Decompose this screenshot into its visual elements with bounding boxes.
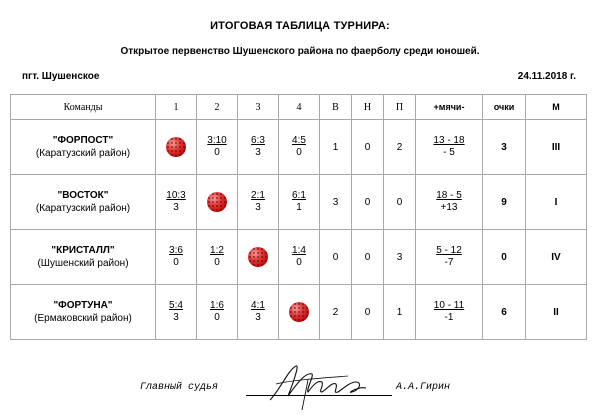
results-table [10,94,587,340]
match-score-goals: 1:4 [292,244,306,256]
match-score-points: 3 [255,311,261,323]
match-score-goals: 6:3 [251,134,265,146]
match-score-points: 3 [255,201,261,213]
ball-icon [248,247,268,267]
goals-scored-conceded: 18 - 5 [436,189,462,201]
table-row [11,230,587,285]
team-cell [11,230,156,285]
match-cell [197,175,238,230]
place-cell: IV [526,230,587,285]
match-score-points: 1 [296,201,302,213]
match-cell [238,120,279,175]
wins-cell: 3 [320,175,352,230]
col-header-2: 2 [197,95,238,120]
match-score-points: 3 [173,201,179,213]
match-score-points: 0 [214,256,220,268]
judge-name: А.А.Гирин [396,382,451,393]
col-header-place: М [526,95,587,120]
goals-scored-conceded: 10 - 11 [433,299,465,311]
table-row [11,175,587,230]
match-score-points: 0 [296,256,302,268]
tournament-place: пгт. Шушенское [22,71,100,82]
match-score [251,135,265,159]
team-cell [11,285,156,340]
match-cell [156,120,197,175]
team-region: (Ермаковский район) [34,313,132,324]
match-cell [279,175,320,230]
col-header-wins: В [320,95,352,120]
draws-cell: 0 [352,175,384,230]
match-score-points: 3 [173,311,179,323]
place-cell: II [526,285,587,340]
match-score-points: 0 [214,146,220,158]
col-header-1: 1 [156,95,197,120]
goals-cell [416,230,483,285]
place-cell: I [526,175,587,230]
points-cell: 9 [483,175,526,230]
losses-cell: 1 [384,285,416,340]
team-region: (Каратузский район) [35,203,131,214]
match-cell [279,230,320,285]
wins-cell: 1 [320,120,352,175]
match-score-goals: 10:3 [166,189,186,201]
goals-value [436,245,462,269]
match-cell [197,285,238,340]
match-score-points: 0 [173,256,179,268]
team-name: "КРИСТАЛЛ" [51,245,115,256]
match-cell [156,175,197,230]
ball-icon [289,302,309,322]
match-cell [197,120,238,175]
match-score [292,245,306,269]
match-score [251,300,265,324]
draws-cell: 0 [352,230,384,285]
header-row [11,95,587,120]
match-cell [279,120,320,175]
match-score [292,190,306,214]
match-score [166,190,185,214]
tournament-date: 24.11.2018 г. [517,71,576,82]
losses-cell: 3 [384,230,416,285]
col-header-teams: Команды [11,95,156,120]
match-score [251,190,265,214]
goals-scored-conceded: 13 - 18 [433,134,465,146]
document-title: ИТОГОВАЯ ТАБЛИЦА ТУРНИРА: [210,20,390,32]
place-cell: III [526,120,587,175]
points-cell: 0 [483,230,526,285]
points-cell: 3 [483,120,526,175]
match-score-goals: 2:1 [251,189,265,201]
team-region: (Каратузский район) [35,148,131,159]
draws-cell: 0 [352,285,384,340]
match-score [207,135,226,159]
col-header-points: очки [483,95,526,120]
goals-difference: -7 [444,256,454,268]
match-score-goals: 4:5 [292,134,306,146]
losses-cell: 0 [384,175,416,230]
match-score-points: 3 [255,146,261,158]
goals-cell [416,175,483,230]
match-cell [238,230,279,285]
match-cell [156,285,197,340]
match-cell [238,175,279,230]
match-score-goals: 1:6 [210,299,224,311]
match-score-goals: 4:1 [251,299,265,311]
team-region: (Шушенский район) [37,258,129,269]
match-cell [197,230,238,285]
match-score-goals: 3:6 [169,244,183,256]
goals-difference: +13 [440,201,458,213]
losses-cell: 2 [384,120,416,175]
match-score-points: 0 [296,146,302,158]
team-cell [11,175,156,230]
goals-scored-conceded: 5 - 12 [436,244,462,256]
match-cell [156,230,197,285]
table-row [11,120,587,175]
team-cell [11,120,156,175]
goals-cell [416,120,483,175]
document-subtitle: Открытое первенство Шушенского района по фаерболу среди юношей. [120,46,480,57]
match-score-goals: 3:10 [207,134,227,146]
col-header-3: 3 [238,95,279,120]
match-score [292,135,306,159]
match-score-goals: 6:1 [292,189,306,201]
draws-cell: 0 [352,120,384,175]
team-name: "ФОРТУНА" [53,300,113,311]
match-score [169,300,183,324]
team-name: "ФОРПОСТ" [52,135,114,146]
col-header-draws: Н [352,95,384,120]
col-header-4: 4 [279,95,320,120]
match-cell [238,285,279,340]
goals-cell [416,285,483,340]
match-score [210,245,224,269]
goals-value [433,135,464,159]
match-score-goals: 5:4 [169,299,183,311]
match-score-goals: 1:2 [210,244,224,256]
team-name: "ВОСТОК" [57,190,109,201]
goals-difference: -1 [444,311,454,323]
col-header-goals: +мячи- [416,95,483,120]
table-row [11,285,587,340]
goals-difference: - 5 [443,146,455,158]
wins-cell: 0 [320,230,352,285]
ball-icon [207,192,227,212]
goals-value [434,300,464,324]
match-score [169,245,183,269]
judge-label: Главный судья [140,382,219,393]
points-cell: 6 [483,285,526,340]
goals-value [436,190,462,214]
match-cell [279,285,320,340]
signature-mark [262,360,372,412]
wins-cell: 2 [320,285,352,340]
match-score-points: 0 [214,311,220,323]
col-header-losses: П [384,95,416,120]
ball-icon [166,137,186,157]
match-score [210,300,224,324]
